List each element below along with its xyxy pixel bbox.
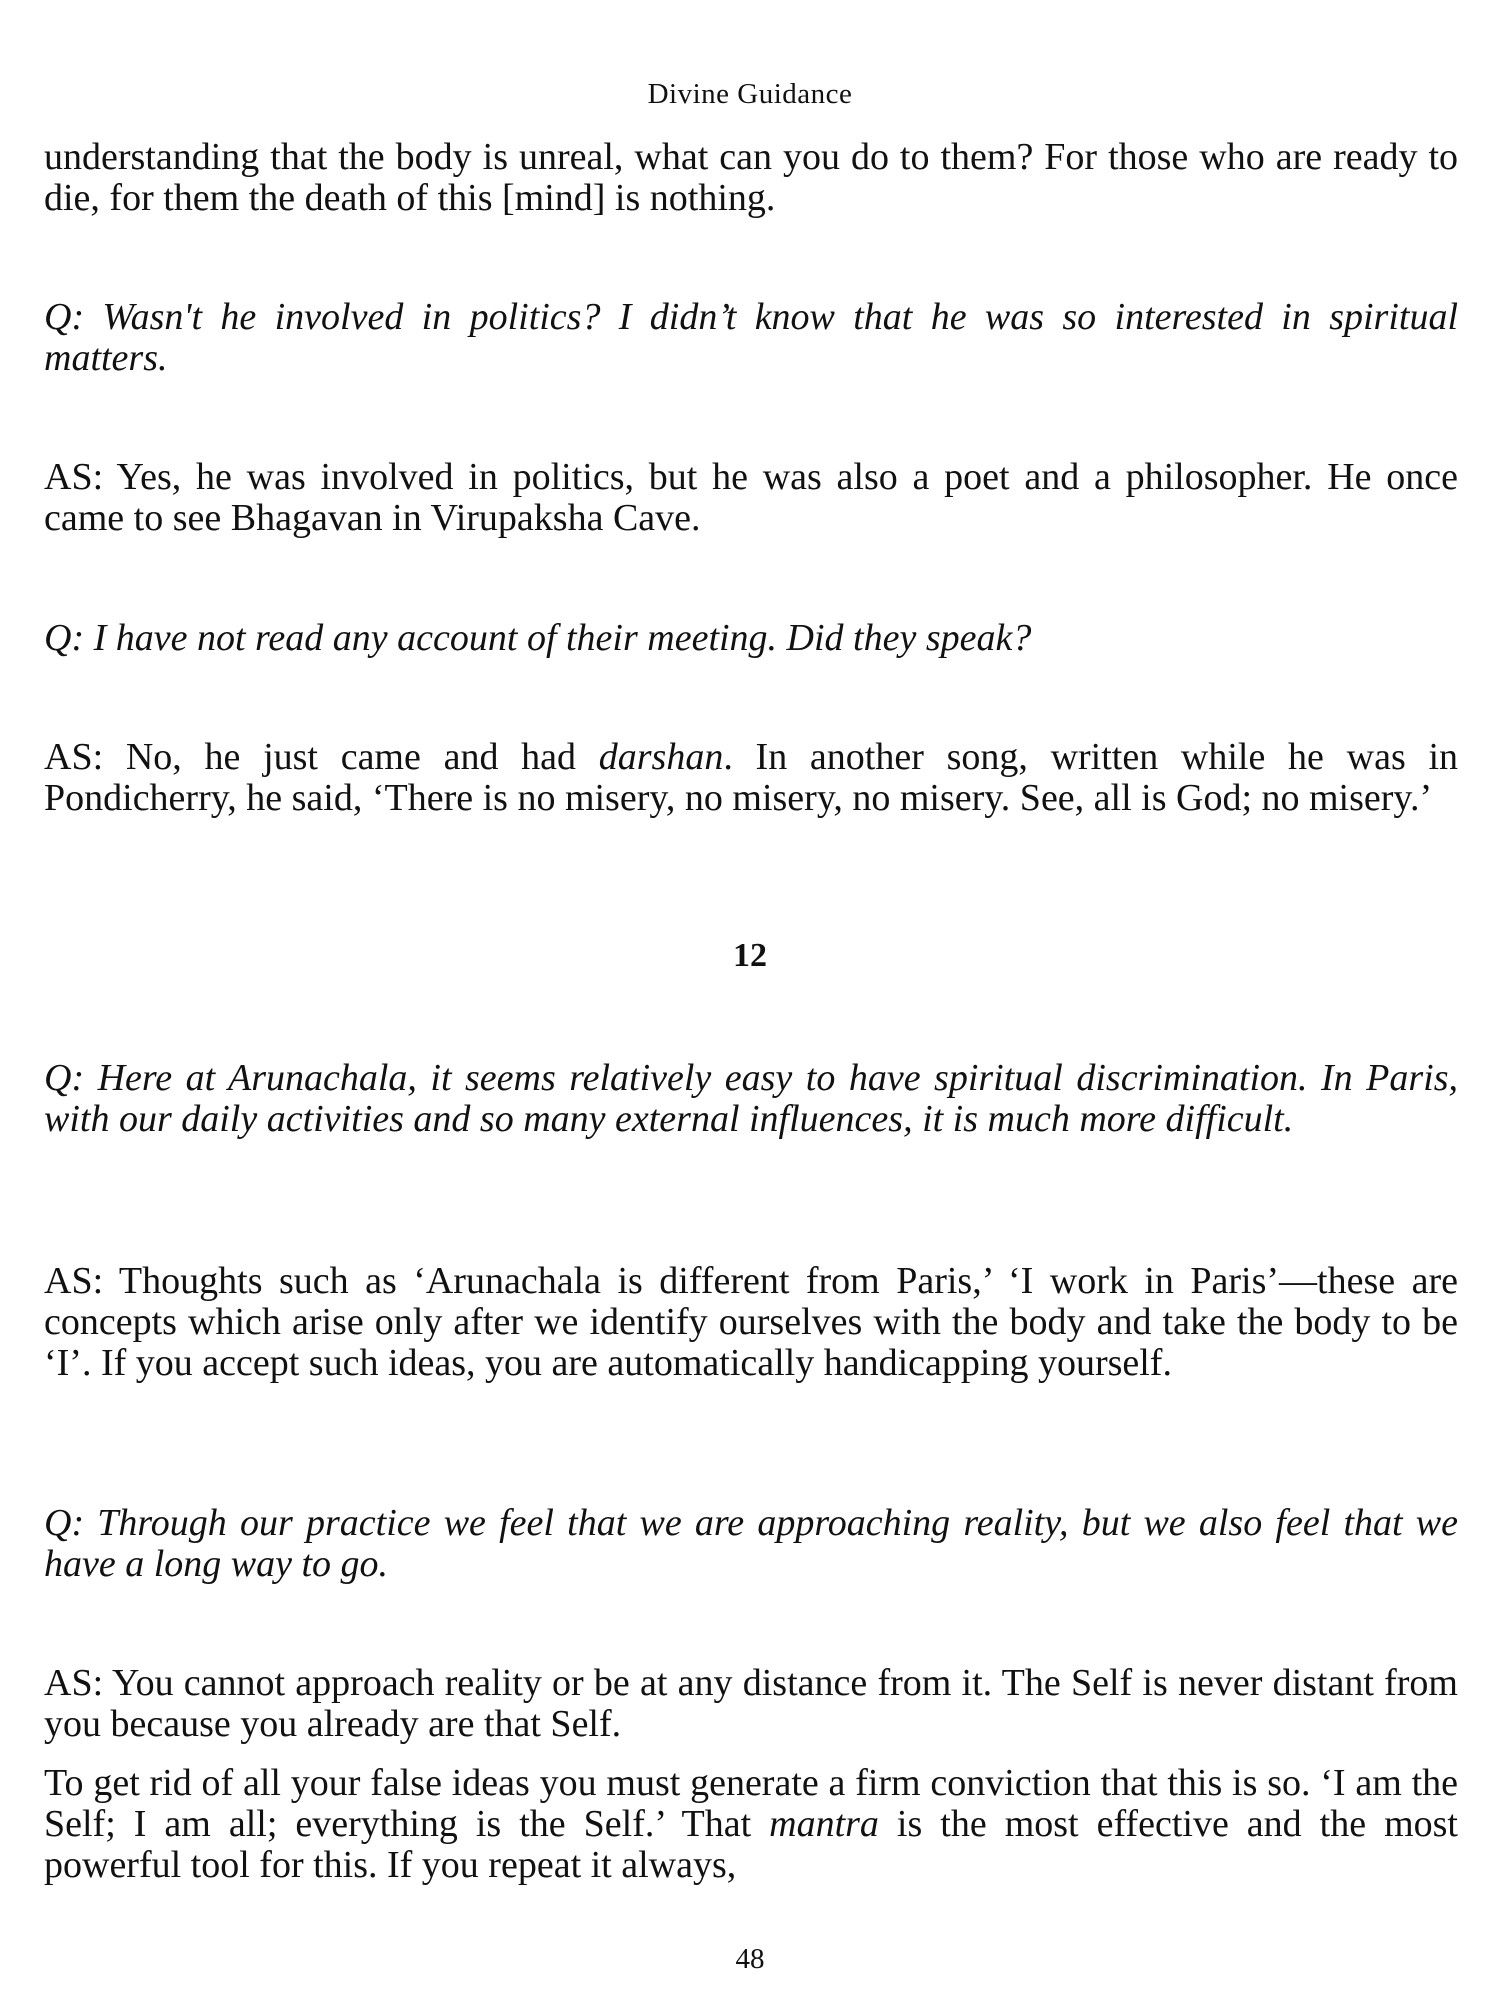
page-number: 48 [735, 1943, 765, 1975]
answer-text: AS: No, he just came and had [44, 736, 599, 778]
paragraph-continuation: understanding that the body is unreal, what can you do to them? For those who are ready to die, for them the death of this [mind] is nothing. [44, 136, 1458, 219]
question-paragraph: Q: Here at Arunachala, it seems relatively easy to have spiritual discrimination. In Paris, with our daily activities and so many external influences, it is much more difficult. [44, 1057, 1458, 1140]
answer-paragraph: AS: Yes, he was involved in politics, but he was also a poet and a philosopher. He once came to see Bhagavan in Virupaksha Cave. [44, 456, 1458, 539]
paragraph [44, 1763, 1458, 1886]
answer-text: . In another song, written while he was in Pondicherry, he said, ‘There is no misery, no misery, no misery. See, all is God; no misery.’ [44, 736, 1459, 819]
emphasized-term: mantra [769, 1803, 879, 1845]
question-paragraph: Q: Wasn't he involved in politics? I didn’t know that he was so interested in spiritual matters. [44, 296, 1458, 379]
answer-paragraph [44, 737, 1458, 819]
emphasized-term: darshan [598, 736, 724, 778]
question-paragraph: Q: I have not read any account of their meeting. Did they speak? [44, 617, 1032, 659]
question-paragraph: Q: Through our practice we feel that we are approaching reality, but we also feel that we have a long way to go. [44, 1502, 1458, 1585]
paragraph-text: To get rid of all your false ideas you must generate a firm conviction that this is so. ‘I am the Self; I am all; everything is the Self.’ That [44, 1762, 1458, 1845]
paragraph-text: is the most effective and the most powerful tool for this. If you repeat it always, [44, 1803, 1458, 1886]
answer-paragraph: AS: Thoughts such as ‘Arunachala is different from Paris,’ ‘I work in Paris’—these are concepts which arise only after we identify ourselves with the body and take the body to be ‘I’. If you accept such ideas, you are automatically handicapping yourself. [44, 1260, 1458, 1384]
running-header: Divine Guidance [647, 78, 853, 110]
section-number: 12 [733, 937, 767, 974]
answer-paragraph: AS: You cannot approach reality or be at any distance from it. The Self is never distant from you because you already are that Self. [44, 1662, 1458, 1745]
